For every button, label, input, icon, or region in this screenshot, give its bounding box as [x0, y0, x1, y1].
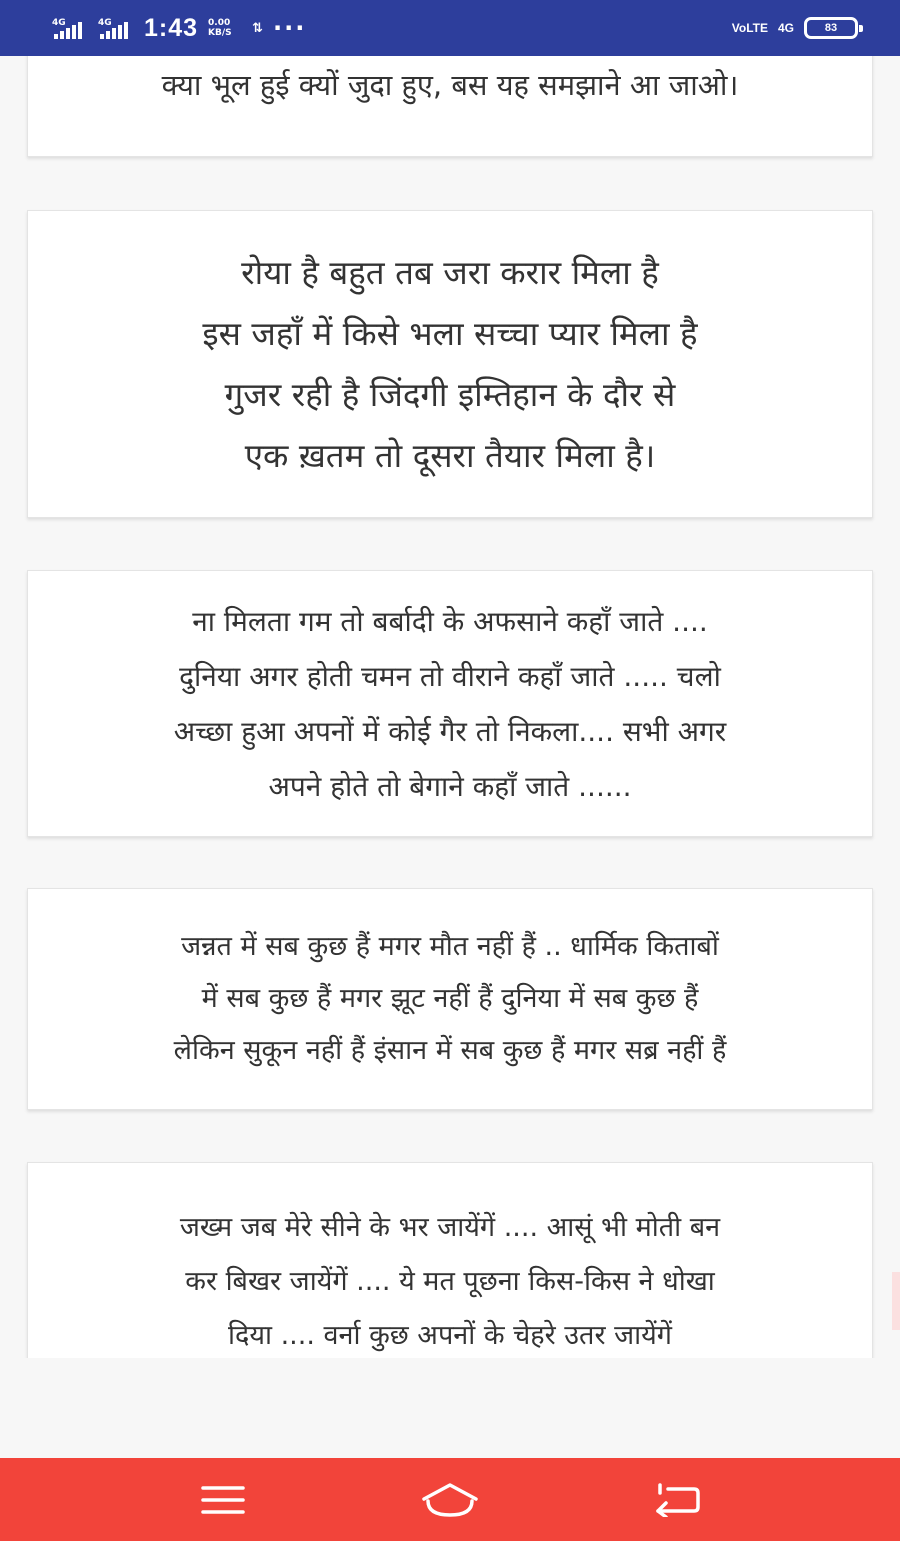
status-time: 1:43: [144, 13, 199, 42]
scroll-indicator: [892, 1272, 900, 1330]
quote-text: रोया है बहुत तब जरा करार मिला है इस जहाँ में किसे भला सच्चा प्यार मिला है गुजर रही है जिंदगी इम्तिहान के दौर से एक ख़तम तो दूसरा तैयार मिला है।: [202, 253, 698, 475]
home-button[interactable]: [415, 1470, 485, 1530]
network-label-2: 4G: [98, 18, 112, 28]
battery-icon: [804, 17, 858, 39]
quote-text: जन्नत में सब कुछ हैं मगर मौत नहीं हैं .. धार्मिक किताबों में सब कुछ हैं मगर झूट नहीं हैं दुनिया में सब कुछ हैं लेकिन सुकून नहीं हैं इंसान में सब कुछ हैं मगर सब्र नहीं हैं: [173, 931, 727, 1066]
quote-card[interactable]: [27, 56, 873, 157]
signal-icon-2: [98, 16, 134, 40]
navigation-bar: [0, 1458, 900, 1541]
status-bar-left: [52, 14, 306, 43]
more-notifications-icon: ···: [272, 14, 307, 42]
volte-label: VoLTE: [731, 21, 768, 35]
home-icon: [420, 1482, 480, 1518]
status-bar-right: [732, 17, 858, 39]
quote-card[interactable]: [27, 210, 873, 518]
quote-text: ना मिलता गम तो बर्बादी के अफसाने कहाँ जाते .... दुनिया अगर होती चमन तो वीराने कहाँ जाते ..... चलो अच्छा हुआ अपनों में कोई गैर तो निकला.... सभी अगर अपने होते तो बेगाने कहाँ जाते ......: [173, 604, 727, 803]
status-bar: [0, 0, 900, 56]
quote-text: क्या भूल हुई क्यों जुदा हुए, बस यह समझाने आ जाओ।: [161, 68, 739, 102]
network-label-1: 4G: [52, 18, 66, 28]
data-transfer-icon: ⇅: [252, 20, 263, 36]
network-type-right: 4G: [777, 21, 794, 35]
signal-icon: [52, 16, 88, 40]
battery-level: 83: [824, 22, 838, 34]
quote-card[interactable]: [27, 888, 873, 1110]
quote-text: जख्म जब मेरे सीने के भर जायेंगें .... आसूं भी मोती बन कर बिखर जायेंगें .... ये मत पूछना किस-किस ने धोखा दिया .... वर्ना कुछ अपनों के चेहरे उतर जायेंगें: [179, 1212, 721, 1351]
menu-icon: [201, 1484, 245, 1516]
quote-card[interactable]: [27, 1162, 873, 1358]
back-icon: [654, 1483, 700, 1517]
quote-card[interactable]: [27, 570, 873, 837]
quotes-list[interactable]: [0, 56, 900, 1358]
menu-button[interactable]: [188, 1470, 258, 1530]
data-rate: 0.00 KB/S: [208, 18, 232, 38]
back-button[interactable]: [642, 1470, 712, 1530]
